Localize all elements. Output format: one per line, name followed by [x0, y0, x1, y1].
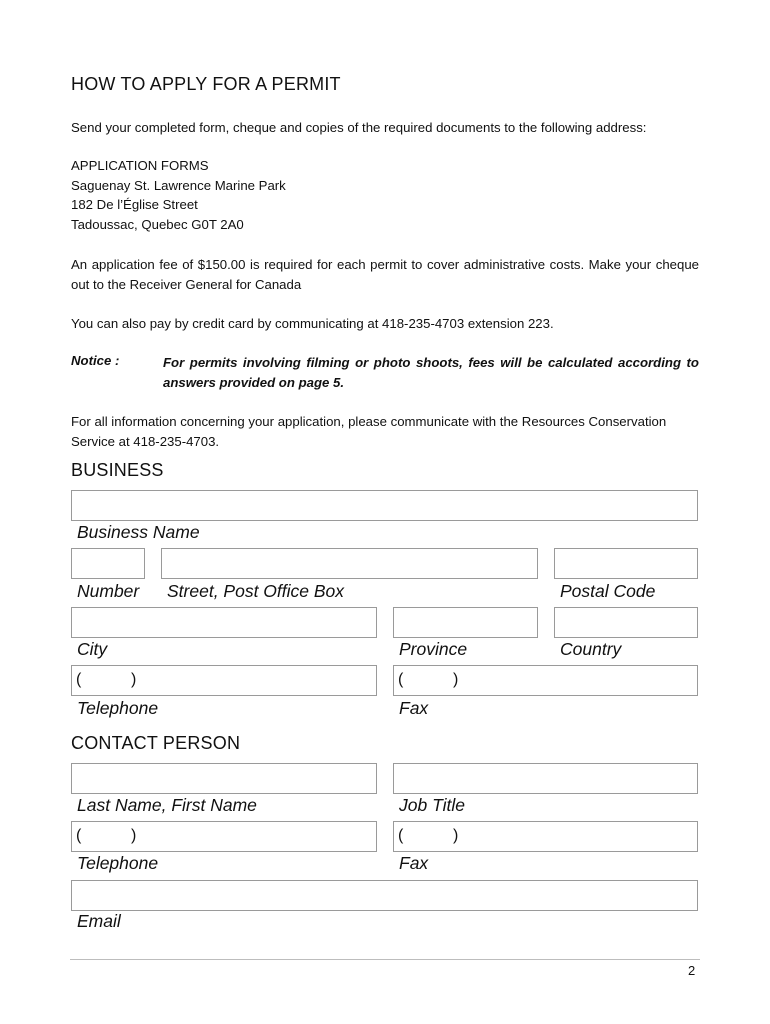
business-province-label: Province: [399, 639, 468, 659]
contact-job-title-label: Job Title: [399, 795, 465, 815]
contact-heading: CONTACT PERSON: [71, 733, 241, 753]
business-country-field[interactable]: [554, 607, 698, 638]
contact-fax-paren-open: (: [398, 827, 404, 844]
contact-fax-paren-close: ): [453, 827, 459, 844]
business-fax-label: Fax: [399, 698, 429, 718]
business-postal-code-label: Postal Code: [560, 581, 656, 601]
business-number-label: Number: [77, 581, 140, 601]
fee-text: An application fee of $150.00 is required for each permit to cover administrative costs. Make your cheque out to the Receiver General for Canada: [71, 257, 699, 292]
business-street-field[interactable]: [161, 548, 538, 579]
business-heading: BUSINESS: [71, 460, 164, 480]
page-title: HOW TO APPLY FOR A PERMIT: [71, 74, 341, 94]
business-telephone-field[interactable]: [71, 665, 377, 696]
contact-fax-label: Fax: [399, 853, 429, 873]
business-telephone-label: Telephone: [77, 698, 159, 718]
business-street-label: Street, Post Office Box: [167, 581, 345, 601]
contact-fax-field[interactable]: [393, 821, 698, 852]
address-line-4: Tadoussac, Quebec G0T 2A0: [71, 216, 244, 232]
info-text: For all information concerning your application, please communicate with the Resources Conservation Service at 418-235-4703.: [71, 414, 667, 449]
credit-card-text: You can also pay by credit card by communicating at 418-235-4703 extension 223.: [71, 316, 554, 331]
business-fax-field[interactable]: [393, 665, 698, 696]
fax-paren-close: ): [453, 671, 459, 688]
contact-telephone-field[interactable]: [71, 821, 377, 852]
business-name-label: Business Name: [77, 522, 200, 542]
notice-label: Notice :: [71, 353, 120, 368]
business-number-field[interactable]: [71, 548, 145, 579]
fax-paren-open: (: [398, 671, 404, 688]
business-name-field[interactable]: [71, 490, 698, 521]
page-number: 2: [688, 963, 696, 978]
address-line-3: 182 De l’Église Street: [71, 197, 198, 212]
address-line-1: APPLICATION FORMS: [71, 158, 209, 173]
contact-email-label: Email: [77, 911, 121, 931]
telephone-paren-close: ): [131, 671, 137, 688]
business-city-field[interactable]: [71, 607, 377, 638]
contact-name-label: Last Name, First Name: [77, 795, 257, 815]
contact-job-title-field[interactable]: [393, 763, 698, 794]
business-city-label: City: [77, 639, 108, 659]
contact-telephone-label: Telephone: [77, 853, 159, 873]
business-postal-code-field[interactable]: [554, 548, 698, 579]
footer-divider: [70, 959, 700, 960]
contact-name-field[interactable]: [71, 763, 377, 794]
mailing-address: [71, 156, 471, 234]
intro-text: Send your completed form, cheque and copies of the required documents to the following address:: [71, 120, 647, 135]
address-line-2: Saguenay St. Lawrence Marine Park: [71, 177, 286, 193]
notice-text: For permits involving filming or photo shoots, fees will be calculated according to answers provided on page 5.: [163, 355, 699, 390]
business-province-field[interactable]: [393, 607, 538, 638]
contact-email-field[interactable]: [71, 880, 698, 911]
telephone-paren-open: (: [76, 671, 82, 688]
contact-telephone-paren-close: ): [131, 827, 137, 844]
contact-telephone-paren-open: (: [76, 827, 82, 844]
business-country-label: Country: [560, 639, 622, 659]
